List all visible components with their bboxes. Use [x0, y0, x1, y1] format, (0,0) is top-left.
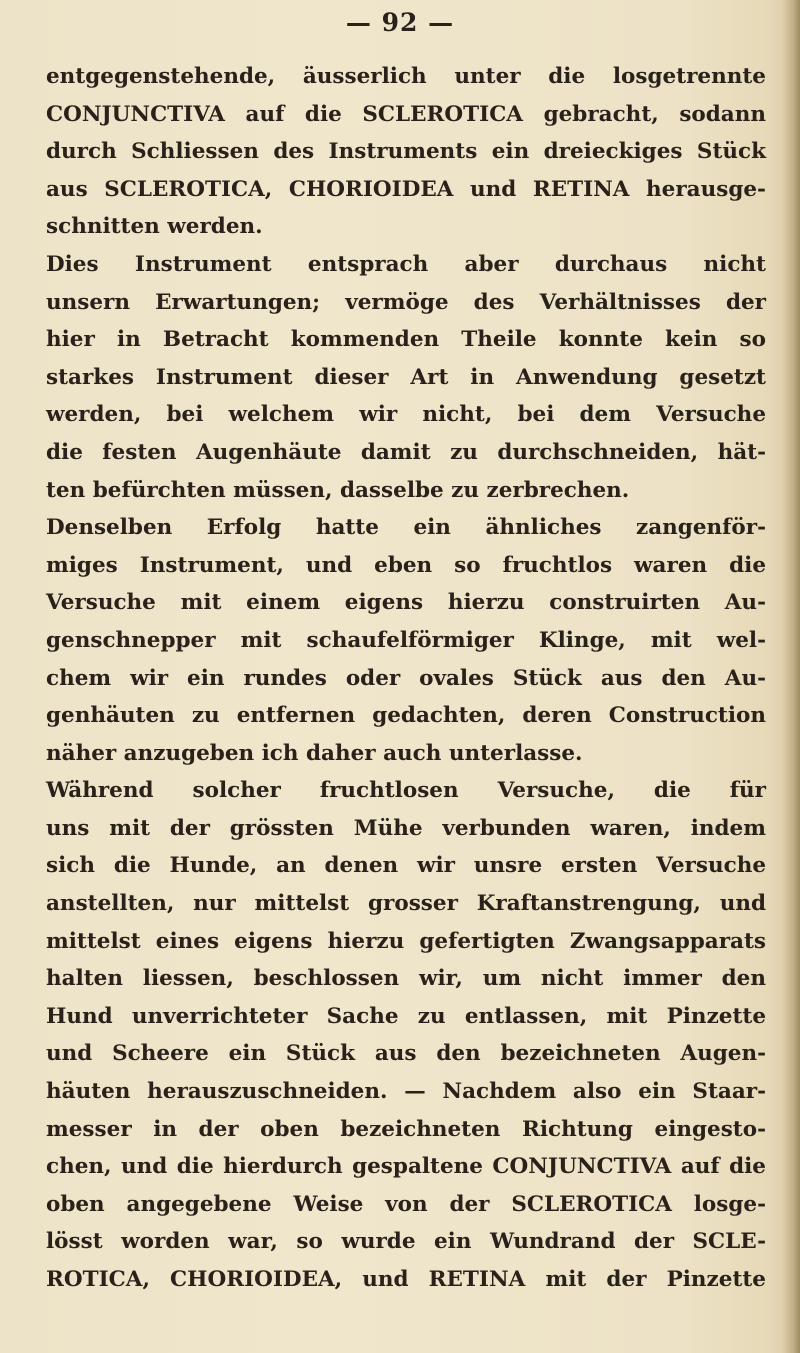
- text-line: halten liessen, beschlossen wir, um nicht immer den: [46, 966, 766, 992]
- text-line: Während solcher fruchtlosen Versuche, die für: [46, 778, 766, 804]
- text-line: werden, bei welchem wir nicht, bei dem Versuche: [46, 402, 766, 428]
- page-edge-shadow: [782, 0, 800, 1353]
- text-line: Hund unverrichteter Sache zu entlassen, mit Pinzette: [46, 1003, 766, 1029]
- text-line: Versuche mit einem eigens hierzu construirten Au-: [46, 590, 766, 616]
- text-line: anstellten, nur mittelst grosser Kraftanstrengung, und: [46, 891, 766, 917]
- text-line: genschnepper mit schaufelförmiger Klinge, mit wel-: [46, 627, 766, 653]
- text-line: ten befürchten müssen, dasselbe zu zerbrechen.: [46, 477, 630, 503]
- text-line: schnitten werden.: [46, 214, 263, 240]
- text-line: Denselben Erfolg hatte ein ähnliches zangenför-: [46, 515, 766, 541]
- text-line: und Scheere ein Stück aus den bezeichneten Augen-: [46, 1041, 766, 1067]
- text-line: durch Schliessen des Instruments ein dreieckiges Stück: [46, 139, 766, 165]
- text-line: unsern Erwartungen; vermöge des Verhältnisses der: [46, 289, 766, 315]
- text-line: Dies Instrument entsprach aber durchaus nicht: [46, 251, 766, 277]
- text-line: chen, und die hierdurch gespaltene CONJUNCTIVA auf die: [46, 1154, 766, 1180]
- page-number: — 92 —: [345, 8, 455, 37]
- text-line: messer in der oben bezeichneten Richtung eingesto-: [46, 1116, 766, 1142]
- body-text: [46, 58, 766, 1299]
- text-line: miges Instrument, und eben so fruchtlos waren die: [46, 552, 766, 578]
- text-line: mittelst eines eigens hierzu gefertigten Zwangsapparats: [46, 928, 766, 954]
- text-line: oben angegebene Weise von der SCLEROTICA losge-: [46, 1191, 766, 1217]
- text-line: häuten herauszuschneiden. — Nachdem also ein Staar-: [46, 1079, 766, 1105]
- text-line: entgegenstehende, äusserlich unter die losgetrennte: [46, 64, 766, 89]
- text-line: sich die Hunde, an denen wir unsre ersten Versuche: [46, 853, 766, 879]
- text-line: ROTICA, CHORIOIDEA, und RETINA mit der Pinzette: [46, 1267, 766, 1292]
- text-line: aus SCLEROTICA, CHORIOIDEA und RETINA herausge-: [46, 176, 766, 202]
- text-line: näher anzugeben ich daher auch unterlasse.: [46, 740, 583, 766]
- text-line: genhäuten zu entfernen gedachten, deren Construction: [46, 703, 766, 729]
- text-line: chem wir ein rundes oder ovales Stück aus den Au-: [46, 665, 766, 691]
- text-line: uns mit der grössten Mühe verbunden waren, indem: [46, 815, 766, 841]
- text-line: hier in Betracht kommenden Theile konnte kein so: [46, 327, 766, 353]
- text-line: CONJUNCTIVA auf die SCLEROTICA gebracht, sodann: [46, 101, 766, 127]
- text-line: die festen Augenhäute damit zu durchschneiden, hät-: [46, 439, 766, 465]
- text-line: starkes Instrument dieser Art in Anwendung gesetzt: [46, 364, 766, 390]
- text-line: lösst worden war, so wurde ein Wundrand der SCLE-: [46, 1229, 766, 1255]
